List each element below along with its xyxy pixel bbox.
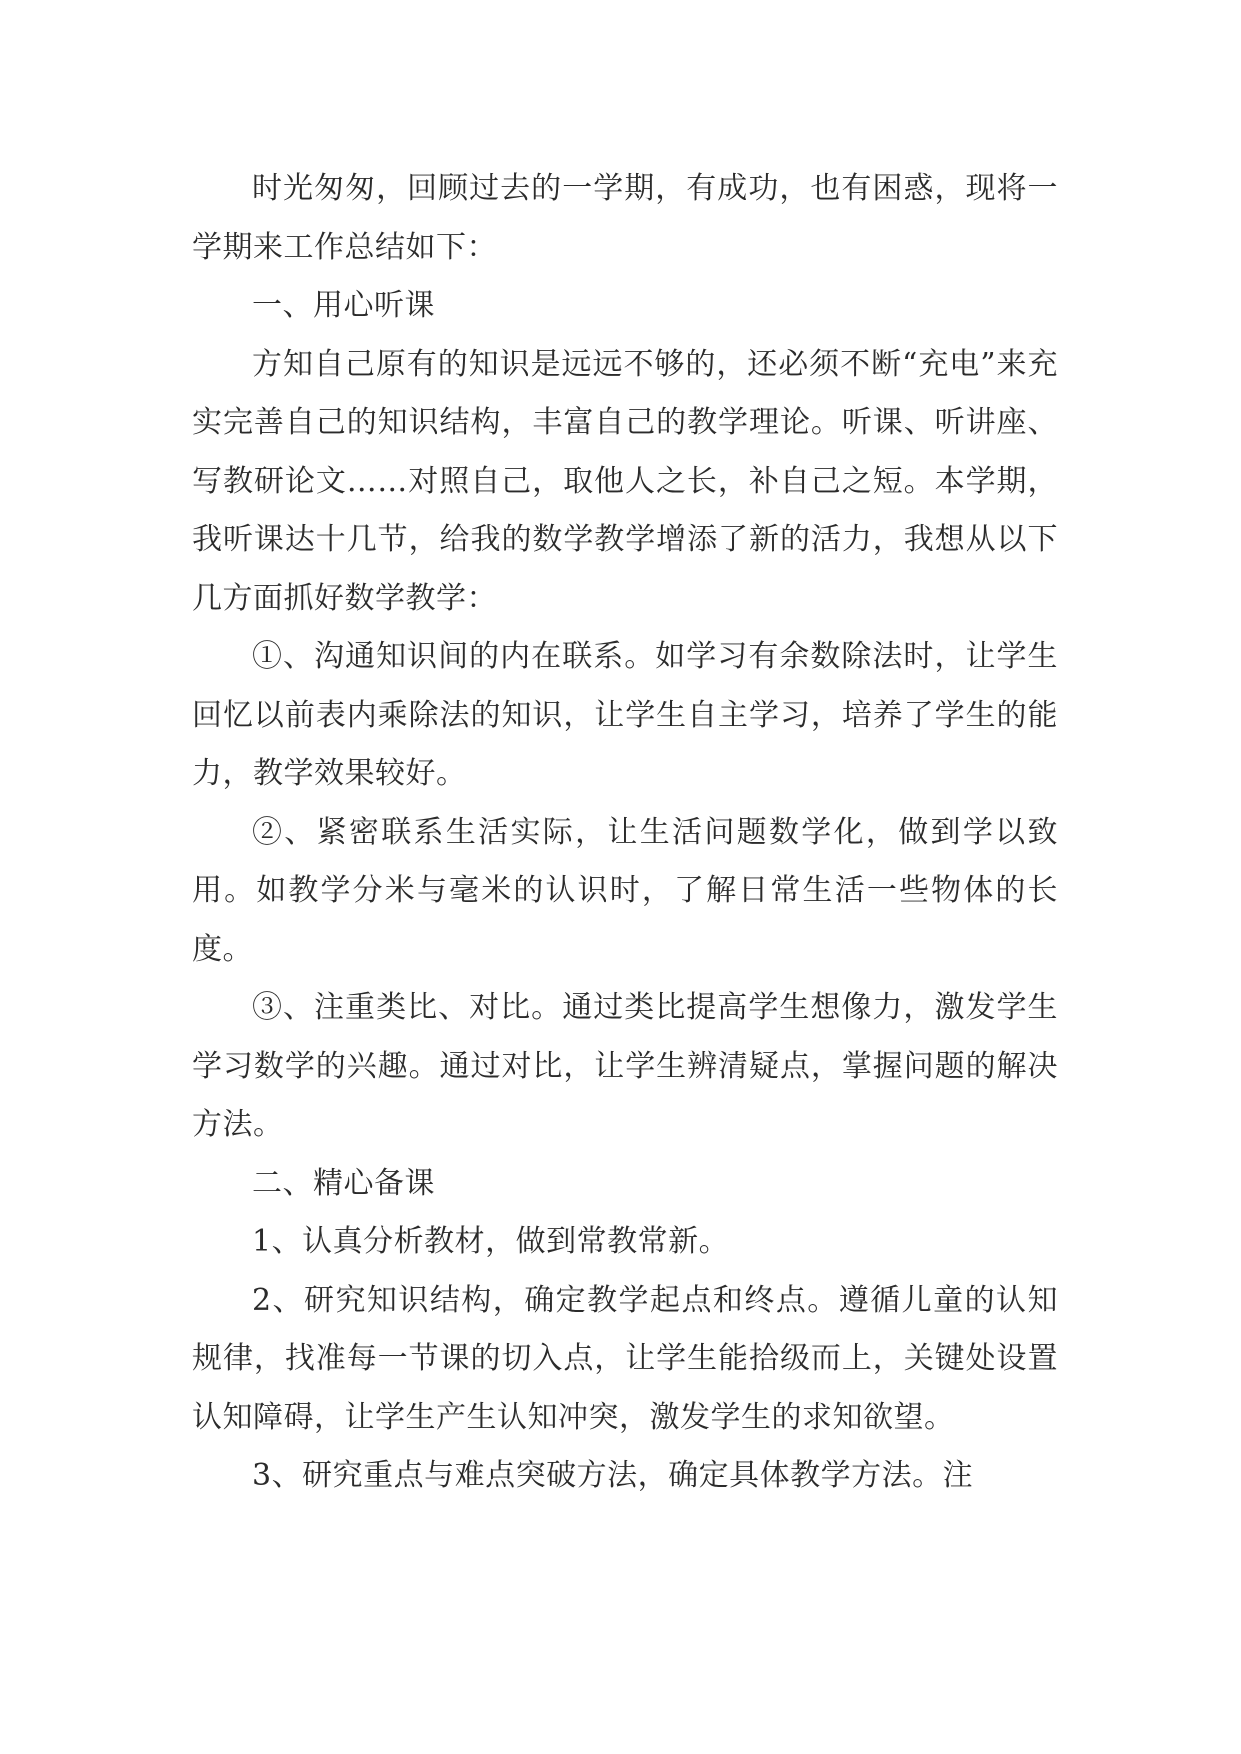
numbered-item-1: 1、认真分析教材，做到常教常新。 (252, 1224, 730, 1259)
document-body (192, 160, 1058, 1506)
paragraph-listening: 方知自己原有的知识是远远不够的，还必须不断“充电”来充实完善自己的知识结构，丰富自己的教学理论。听课、听讲座、写教研论文……对照自己，取他人之长，补自己之短。本学期，我听课达十几节，给我的数学教学增添了新的活力，我想从以下几方面抓好数学教学： (192, 346, 1058, 616)
paragraph-intro: 时光匆匆，回顾过去的一学期，有成功，也有困惑，现将一学期来工作总结如下： (192, 171, 1058, 265)
list-item-2: ②、紧密联系生活实际，让生活问题数学化，做到学以致用。如教学分米与毫米的认识时，了解日常生活一些物体的长度。 (192, 814, 1058, 967)
numbered-item-3: 3、研究重点与难点突破方法，确定具体教学方法。注 (252, 1458, 974, 1493)
numbered-item-2: 2、研究知识结构，确定教学起点和终点。遵循儿童的认知规律，找准每一节课的切入点，让学生能拾级而上，关键处设置认知障碍，让学生产生认知冲突，激发学生的求知欲望。 (192, 1282, 1058, 1435)
section-heading-listening: 一、用心听课 (252, 288, 435, 323)
list-item-1: ①、沟通知识间的内在联系。如学习有余数除法时，让学生回忆以前表内乘除法的知识，让学生自主学习，培养了学生的能力，教学效果较好。 (192, 639, 1058, 791)
list-item-3: ③、注重类比、对比。通过类比提高学生想像力，激发学生学习数学的兴趣。通过对比，让学生辨清疑点，掌握问题的解决方法。 (192, 990, 1058, 1142)
section-heading-preparation: 二、精心备课 (252, 1165, 435, 1201)
